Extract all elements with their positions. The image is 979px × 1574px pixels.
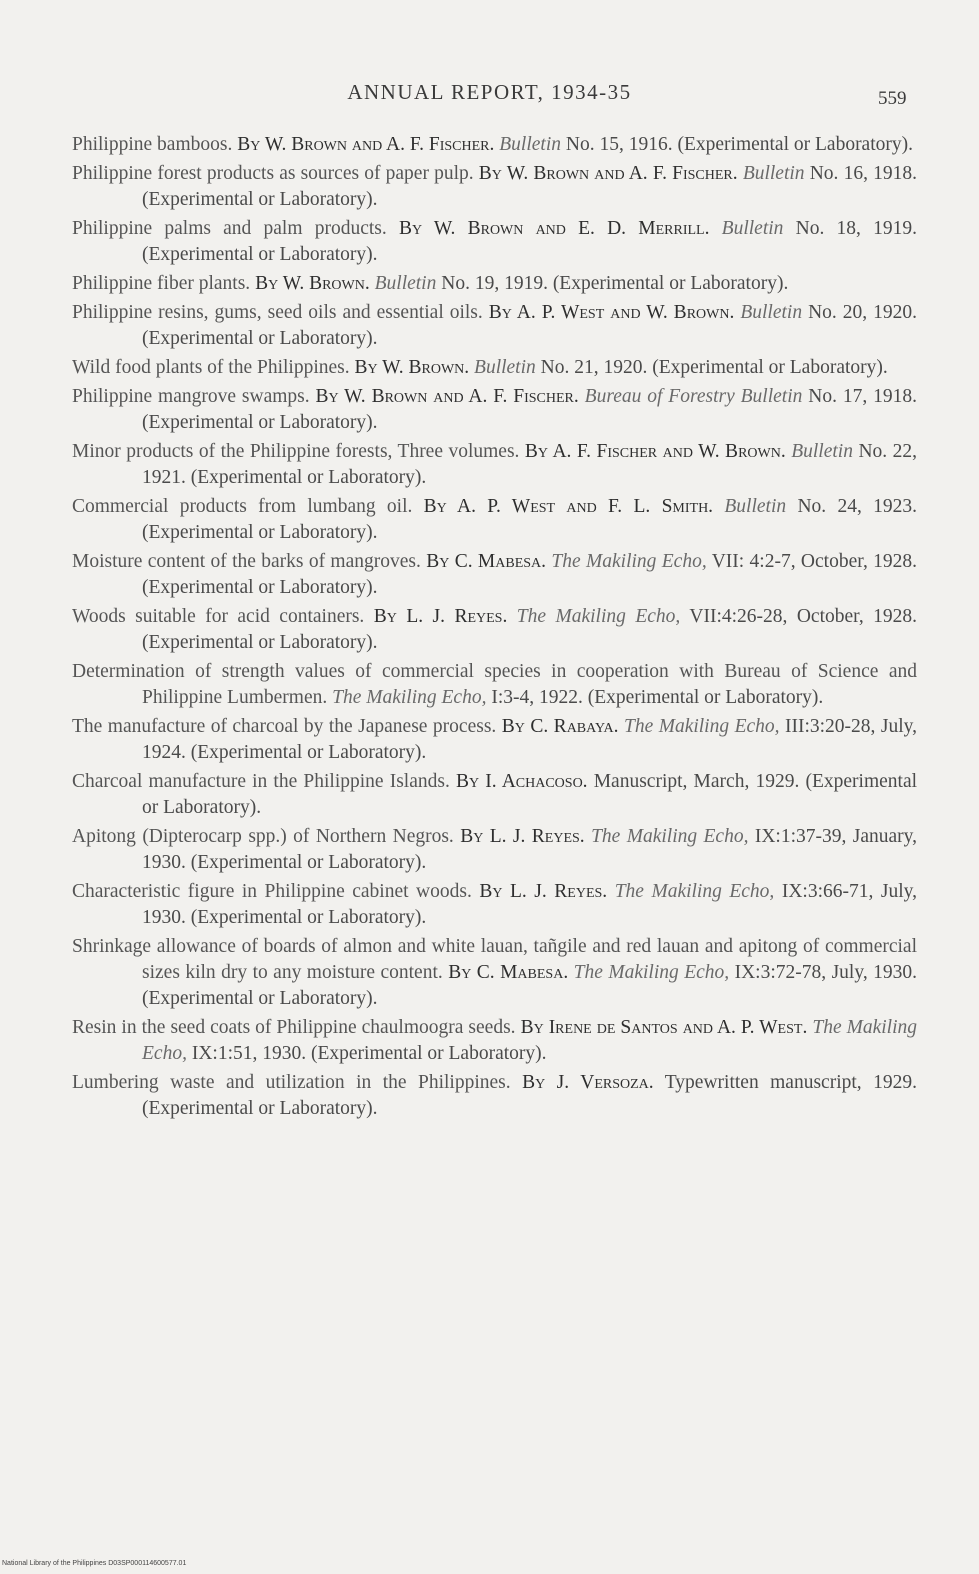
bibliography-entry (72, 216, 917, 268)
entry-pub: Bulletin (740, 302, 803, 323)
entry-pub: Bureau of Forestry Bulletin (584, 386, 803, 407)
bibliography-entry (72, 439, 917, 491)
entry-pub: Bulletin (791, 441, 853, 462)
entry-rest: No. 16, 1918. (Experimental or Laboratory). (142, 163, 917, 210)
entry-rest: No. 17, 1918. (Experimental or Laboratory). (142, 386, 917, 433)
entry-title: Philippine forest products as sources of paper pulp. (72, 163, 474, 184)
entry-authors: By A. F. Fischer and W. Brown. (524, 441, 786, 462)
bibliography-entry (72, 271, 917, 297)
entry-title: Minor products of the Philippine forests, Three volumes. (72, 441, 520, 462)
entry-title: Philippine palms and palm products. (72, 218, 387, 239)
entry-rest: No. 22, 1921. (Experimental or Laboratory). (142, 441, 917, 488)
bibliography-entry (72, 161, 917, 213)
entry-pub: Bulletin (474, 357, 536, 378)
entry-rest: VII:4:26-28, October, 1928. (Experimental or Laboratory). (142, 606, 918, 653)
entry-rest: No. 19, 1919. (Experimental or Laboratory). (441, 273, 789, 294)
entry-authors: By Irene de Santos and A. P. West. (520, 1017, 808, 1038)
entry-authors: By A. P. West and F. L. Smith. (423, 496, 714, 517)
entry-title: Determination of strength values of commercial species in cooperation with Bureau of Science and Philippine Lumbermen. (72, 661, 917, 708)
entry-authors: By L. J. Reyes. (479, 881, 608, 902)
entry-rest: IX:3:66-71, July, 1930. (Experimental or Laboratory). (142, 881, 917, 928)
entry-rest: No. 20, 1920. (Experimental or Laboratory). (142, 302, 918, 349)
entry-authors: By L. J. Reyes. (373, 606, 508, 627)
entry-rest: No. 21, 1920. (Experimental or Laboratory). (540, 357, 888, 378)
entry-rest: Typewritten manuscript, 1929. (Experimental or Laboratory). (142, 1072, 917, 1119)
bibliography-entry (72, 934, 917, 1012)
entry-authors: By W. Brown and A. F. Fischer. (315, 386, 579, 407)
entry-authors: By W. Brown. (255, 273, 370, 294)
bibliography-entry (72, 879, 917, 931)
entry-rest: VII: 4:2-7, October, 1928. (Experimental or Laboratory). (142, 551, 918, 598)
bibliography-entry (72, 659, 917, 711)
entry-title: Moisture content of the barks of mangroves. (72, 551, 421, 572)
running-header: ANNUAL REPORT, 1934-35 (347, 80, 632, 104)
entry-pub: Bulletin (721, 218, 784, 239)
bibliography-entry (72, 769, 917, 821)
bibliography-entry (72, 824, 917, 876)
entry-authors: By I. Achacoso. (456, 771, 588, 792)
bibliography-entry (72, 1015, 917, 1067)
entry-pub: The Makiling Echo, (142, 1017, 918, 1064)
entry-rest: IX:1:51, 1930. (Experimental or Laboratory). (191, 1043, 547, 1064)
entry-title: Philippine mangrove swamps. (72, 386, 310, 407)
bibliography-entry (72, 384, 917, 436)
entry-title: Shrinkage allowance of boards of almon and white lauan, tañgile and red lauan and apitong of commercial sizes kiln dry to any moisture content. (72, 936, 917, 983)
entry-authors: By C. Mabesa. (426, 551, 547, 572)
entry-authors: By L. J. Reyes. (460, 826, 585, 847)
bibliography-entry (72, 132, 917, 158)
entry-pub: Bulletin (742, 163, 805, 184)
entry-rest: No. 18, 1919. (Experimental or Laboratory). (142, 218, 917, 265)
entry-authors: By A. P. West and W. Brown. (488, 302, 735, 323)
entry-rest: III:3:20-28, July, 1924. (Experimental or Laboratory). (142, 716, 918, 763)
entry-pub: The Makiling Echo, (332, 687, 487, 708)
entry-title: Apitong (Dipterocarp spp.) of Northern Negros. (72, 826, 454, 847)
entry-authors: By W. Brown and E. D. Merrill. (398, 218, 710, 239)
entry-pub: The Makiling Echo, (614, 881, 775, 902)
entry-pub: Bulletin (499, 134, 562, 155)
entry-pub: The Makiling Echo, (573, 962, 730, 983)
bibliography-entry (72, 1070, 917, 1122)
entry-title: Woods suitable for acid containers. (72, 606, 365, 627)
entry-title: Wild food plants of the Philippines. (72, 357, 350, 378)
entry-title: Philippine fiber plants. (72, 273, 251, 294)
entry-rest: IX:3:72-78, July, 1930. (Experimental or Laboratory). (142, 962, 918, 1009)
entry-authors: By J. Versoza. (522, 1072, 654, 1093)
entry-authors: By W. Brown and A. F. Fischer. (478, 163, 738, 184)
entry-authors: By C. Rabaya. (501, 716, 619, 737)
entry-pub: The Makiling Echo, (516, 606, 681, 627)
entry-pub: Bulletin (724, 496, 787, 517)
entry-title: Characteristic figure in Philippine cabinet woods. (72, 881, 472, 902)
entry-authors: By W. Brown and A. F. Fischer. (237, 134, 495, 155)
entry-rest: No. 15, 1916. (Experimental or Laboratory). (565, 134, 913, 155)
bibliography-entry (72, 604, 917, 656)
entry-rest: Manuscript, March, 1929. (Experimental or Laboratory). (142, 771, 918, 818)
bibliography-entry (72, 549, 917, 601)
bibliography-entry (72, 714, 917, 766)
entry-authors: By C. Mabesa. (448, 962, 569, 983)
entry-title: Philippine resins, gums, seed oils and essential oils. (72, 302, 483, 323)
bibliography-entry (72, 300, 917, 352)
entry-pub: The Makiling Echo, (623, 716, 780, 737)
bibliography-entry (72, 355, 917, 381)
bibliography-entry (72, 494, 917, 546)
entry-title: Philippine bamboos. (72, 134, 233, 155)
entry-title: Commercial products from lumbang oil. (72, 496, 413, 517)
scan-credit: National Library of the Philippines D03SP000114600577.01 (2, 1560, 187, 1567)
entry-title: Lumbering waste and utilization in the Philippines. (72, 1072, 511, 1093)
entry-rest: I:3-4, 1922. (Experimental or Laboratory). (491, 687, 824, 708)
entry-title: Resin in the seed coats of Philippine chaulmoogra seeds. (72, 1017, 516, 1038)
entry-pub: Bulletin (374, 273, 437, 294)
entry-title: Charcoal manufacture in the Philippine Islands. (72, 771, 450, 792)
entry-title: The manufacture of charcoal by the Japanese process. (72, 716, 497, 737)
bibliography-list (72, 132, 917, 1125)
entry-rest: IX:1:37-39, January, 1930. (Experimental or Laboratory). (142, 826, 918, 873)
entry-pub: The Makiling Echo, (551, 551, 707, 572)
page-number: 559 (878, 88, 907, 109)
entry-rest: No. 24, 1923. (Experimental or Laboratory). (142, 496, 918, 543)
entry-authors: By W. Brown. (354, 357, 470, 378)
entry-pub: The Makiling Echo, (591, 826, 749, 847)
